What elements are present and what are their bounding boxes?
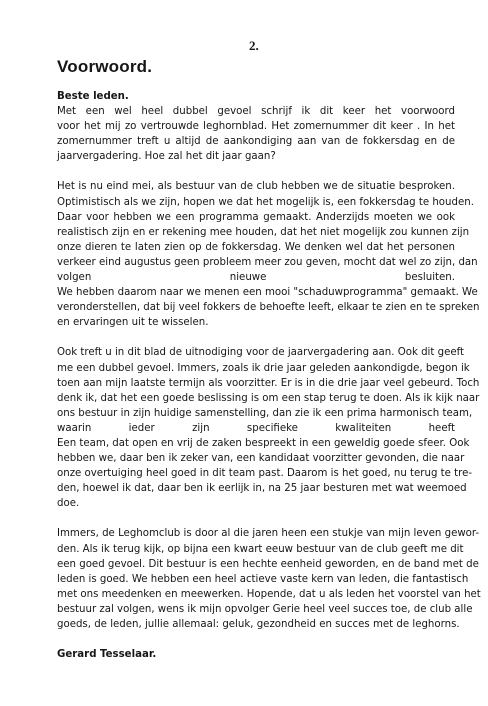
paragraph	[57, 179, 480, 330]
paragraph	[57, 104, 455, 164]
text-line: veronderstellen, dat bij veel fokkers de behoefte leeft, elkaar te zien en te spreken	[57, 302, 480, 314]
text-line: den, hoewel ik dat, daar ben ik eerlijk in, na 25 jaar besturen met wat weemoed	[57, 483, 467, 495]
text-line: Optimistisch als we zijn, hopen we dat het mogelijk is, een fokkersdag te houden.	[57, 196, 474, 208]
text-line: voor het mij zo vertrouwde leghornblad. Het zomernummer dit keer . In het	[57, 121, 455, 133]
text-line: Daar voor hebben we een programma gemaakt. Anderzijds moeten we ook	[57, 211, 455, 223]
text-line: en ervaringen uit te wisselen.	[57, 317, 209, 329]
text-line: hebben we, daar ben ik zeker van, een kandidaat voorzitter gevonden, die naar	[57, 453, 465, 465]
paragraph	[57, 526, 481, 632]
text-line: ons bestuur in zijn huidige samenstelling, dan zie ik een prima harmonisch team,	[57, 407, 473, 419]
page-title: Voorwoord.	[57, 57, 153, 76]
text-line: Met een wel heel dubbel gevoel schrijf ik dit keer het voorwoord	[57, 106, 455, 118]
salutation: Beste leden.	[57, 91, 129, 102]
letter-body	[57, 89, 481, 662]
text-line: me een dubbel gevoel. Immers, zoals ik drie jaar geleden aankondigde, begon ik	[57, 362, 470, 374]
text-line: goeds, de leden, jullie allemaal: geluk, gezondheid en succes met de leghorns.	[57, 619, 460, 630]
text-line: denk ik, dat het een goede beslissing is om een stap terug te doen. Als ik kijk naar	[57, 392, 480, 404]
text-line: den. Als ik terug kijk, op bijna een kwart eeuw bestuur van de club geeft me dit	[57, 543, 464, 555]
text-line: met ons meedenken en meewerken. Hopende, dat u als leden het voorstel van het	[57, 588, 481, 600]
text-line: Immers, de Leghomclub is door al die jaren heen een stukje van mijn leven gewor-	[57, 528, 480, 540]
signature: Gerard Tesselaar.	[57, 649, 157, 661]
text-line: doe.	[57, 498, 80, 510]
text-line: onze overtuiging heel goed in dit team past. Daarom is het goed, nu terug te tre-	[57, 468, 473, 480]
text-line: toen aan mijn laatste termijn als voorzitter. Er is in die drie jaar veel gebeurd. Toch	[57, 377, 480, 389]
text-line: een goed gevoel. Dit bestuur is een hechte eenheid geworden, en de band met de	[57, 558, 479, 570]
text-line: We hebben daarom naar we menen een mooi "schaduwprogramma" gemaakt. We	[57, 287, 478, 299]
text-line: Ook treft u in dit blad de uitnodiging voor de jaarvergadering aan. Ook dit geeft	[57, 347, 465, 359]
text-line: jaarvergadering. Hoe zal het dit jaar gaan?	[57, 151, 276, 163]
page-number: 2.	[249, 38, 259, 53]
text-line: volgen nieuwe besluiten.	[57, 272, 455, 284]
text-line: realistisch zijn en er rekening mee houden, dat het niet mogelijk zou kunnen zijn	[57, 226, 470, 238]
text-line: bestuur zal volgen, wens ik mijn opvolger Gerie heel veel succes toe, de club alle	[57, 603, 473, 615]
paragraph	[57, 345, 480, 511]
text-line: waarin ieder zijn specifieke kwaliteiten heeft	[57, 422, 455, 434]
paragraphs	[57, 104, 481, 632]
text-line: onze dieren te laten zien op de fokkersdag. We denken wel dat het personen	[57, 241, 455, 253]
text-line: Een team, dat open en vrij de zaken bespreekt in een geweldig goede sfeer. Ook	[57, 437, 470, 449]
text-line: zomernummer treft u altijd de aankondiging aan van de fokkersdag en de	[57, 136, 455, 148]
text-line: Het is nu eind mei, als bestuur van de club hebben we de situatie besproken.	[57, 181, 455, 193]
text-line: verkeer eind augustus geen probleem meer zou geven, mocht dat wel zo zijn, dan	[57, 256, 478, 268]
text-line: leden is goed. We hebben een heel actieve vaste kern van leden, die fantastisch	[57, 573, 469, 585]
